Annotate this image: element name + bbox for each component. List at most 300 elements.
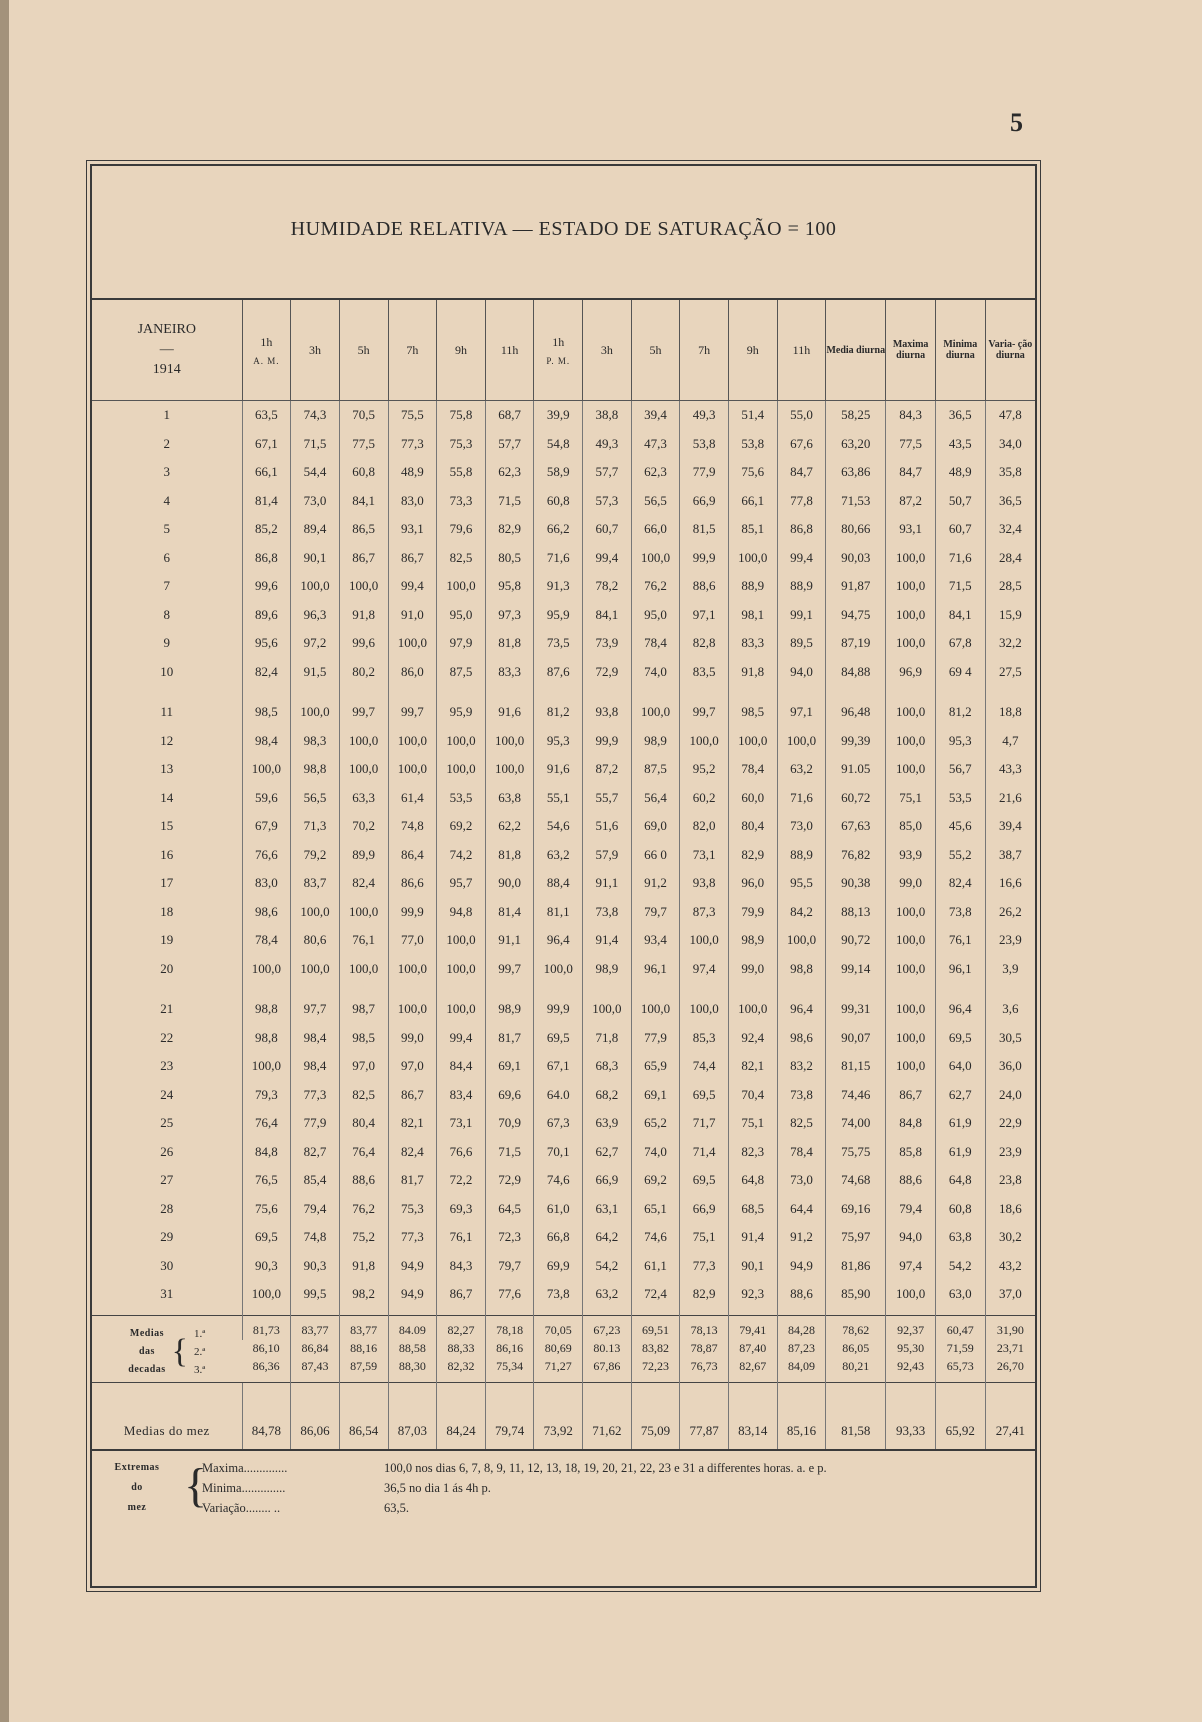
value-cell: 91,8 [339,601,388,630]
value-cell: 38,8 [583,401,632,430]
value-cell: 98,9 [485,983,534,1024]
value-cell: 100,0 [886,983,936,1024]
value-cell: 94,9 [388,1252,437,1281]
value-cell: 76,1 [339,926,388,955]
value-cell: 63,9 [583,1109,632,1138]
table-row [92,629,1035,658]
value-cell: 77,3 [388,430,437,459]
value-cell: 76,1 [935,926,985,955]
value-cell: 61,0 [534,1195,583,1224]
value-cell: 88,4 [534,869,583,898]
value-cell: 91,8 [728,658,777,687]
value-cell: 99,9 [583,727,632,756]
decade-value-cell: 78,62 [826,1315,886,1340]
value-cell: 97,0 [339,1052,388,1081]
value-cell: 23,9 [985,926,1035,955]
value-cell: 83,4 [437,1081,486,1110]
extreme-maxima-label: Maxima.............. [202,1461,288,1475]
value-cell: 98,8 [777,955,826,984]
value-cell: 66,9 [680,1195,729,1224]
decade-value-cell: 92,43 [886,1358,936,1383]
value-cell: 82,1 [388,1109,437,1138]
decade-value-cell: 92,37 [886,1315,936,1340]
value-cell: 4,7 [985,727,1035,756]
value-cell: 78,4 [631,629,680,658]
value-cell: 93,1 [388,515,437,544]
value-cell: 53,5 [935,784,985,813]
value-cell: 83,7 [291,869,340,898]
table-row [92,686,1035,727]
day-cell: 13 [160,761,174,777]
value-cell: 81,8 [485,841,534,870]
extremes-brace: { [184,1459,208,1512]
value-cell: 77,9 [631,1024,680,1053]
value-cell: 69,0 [631,812,680,841]
value-cell: 99,31 [826,983,886,1024]
value-cell: 63,2 [777,755,826,784]
value-cell: 69,5 [935,1024,985,1053]
value-cell: 21,6 [985,784,1035,813]
value-cell: 30,2 [985,1223,1035,1252]
value-cell: 80,4 [339,1109,388,1138]
value-cell: 99,7 [680,686,729,727]
value-cell: 94,8 [437,898,486,927]
value-cell: 95,9 [534,601,583,630]
hour-header: 7h [680,300,729,401]
decade-value-cell: 82,67 [728,1358,777,1383]
humidity-table [92,300,1035,1451]
month-mean-cell: 83,14 [728,1382,777,1450]
value-cell: 81,86 [826,1252,886,1281]
month-mean-cell: 71,62 [583,1382,632,1450]
value-cell: 82,0 [680,812,729,841]
value-cell: 63,5 [242,401,291,430]
value-cell: 100,0 [291,898,340,927]
value-cell: 100,0 [886,898,936,927]
value-cell: 96,4 [935,983,985,1024]
value-cell: 74,4 [680,1052,729,1081]
decade-value-cell: 69,51 [631,1315,680,1340]
value-cell: 64,4 [777,1195,826,1224]
value-cell: 91,2 [777,1223,826,1252]
value-cell: 66,2 [534,515,583,544]
value-cell: 100,0 [680,727,729,756]
decade-value-cell: 79,41 [728,1315,777,1340]
value-cell: 87,2 [583,755,632,784]
table-row [92,841,1035,870]
value-cell: 100,0 [388,727,437,756]
value-cell: 76,4 [242,1109,291,1138]
value-cell: 39,9 [534,401,583,430]
value-cell: 100,0 [388,755,437,784]
value-cell: 73,1 [680,841,729,870]
value-cell: 100,0 [388,629,437,658]
value-cell: 73,8 [534,1280,583,1315]
value-cell: 30,5 [985,1024,1035,1053]
value-cell: 72,9 [485,1166,534,1195]
value-cell: 47,3 [631,430,680,459]
table-row [92,869,1035,898]
value-cell: 97,4 [886,1252,936,1281]
month-mean-row [92,1382,1035,1450]
value-cell: 60,8 [339,458,388,487]
value-cell: 64,5 [485,1195,534,1224]
value-cell: 96,1 [935,955,985,984]
value-cell: 56,4 [631,784,680,813]
value-cell: 98,1 [728,601,777,630]
media-header: Media diurna [826,300,886,401]
value-cell: 74,8 [291,1223,340,1252]
value-cell: 83,0 [388,487,437,516]
value-cell: 80,4 [728,812,777,841]
value-cell: 100,0 [680,983,729,1024]
value-cell: 100,0 [777,727,826,756]
value-cell: 45,6 [935,812,985,841]
decade-value-cell: 78,13 [680,1315,729,1340]
table-row [92,1052,1035,1081]
value-cell: 63,86 [826,458,886,487]
value-cell: 63,2 [534,841,583,870]
value-cell: 55,0 [777,401,826,430]
value-cell: 100,0 [437,983,486,1024]
value-cell: 72,2 [437,1166,486,1195]
table-row [92,1166,1035,1195]
value-cell: 97,3 [485,601,534,630]
value-cell: 91,6 [485,686,534,727]
value-cell: 75,3 [388,1195,437,1224]
decade-value-cell: 26,70 [985,1358,1035,1383]
value-cell: 82,4 [242,658,291,687]
decade-value-cell: 75,34 [485,1358,534,1383]
pm-label: P. M. [546,355,571,366]
value-cell: 98,5 [242,686,291,727]
value-cell: 67,3 [534,1109,583,1138]
value-cell: 76,6 [242,841,291,870]
table-row [92,1195,1035,1224]
value-cell: 100,0 [886,755,936,784]
value-cell: 100,0 [886,686,936,727]
value-cell: 94,0 [886,1223,936,1252]
value-cell: 100,0 [728,983,777,1024]
value-cell: 36,0 [985,1052,1035,1081]
value-cell: 98,3 [291,727,340,756]
value-cell: 99,14 [826,955,886,984]
value-cell: 36,5 [935,401,985,430]
month-dash: — [159,342,174,357]
day-cell: 22 [160,1029,174,1045]
value-cell: 43,3 [985,755,1035,784]
value-cell: 72,3 [485,1223,534,1252]
day-cell: 18 [160,903,174,919]
value-cell: 99,5 [291,1280,340,1315]
value-cell: 63,3 [339,784,388,813]
value-cell: 98,4 [242,727,291,756]
value-cell: 100,0 [388,955,437,984]
value-cell: 89,5 [777,629,826,658]
value-cell: 69 4 [935,658,985,687]
value-cell: 100,0 [631,686,680,727]
hour-header: 5h [339,300,388,401]
value-cell: 66,1 [242,458,291,487]
value-cell: 90,07 [826,1024,886,1053]
value-cell: 99,7 [388,686,437,727]
value-cell: 100,0 [886,1280,936,1315]
value-cell: 74,68 [826,1166,886,1195]
value-cell: 63,20 [826,430,886,459]
value-cell: 82,1 [728,1052,777,1081]
extreme-variacao-label: Variação........ .. [202,1501,281,1515]
day-cell: 5 [163,521,171,537]
value-cell: 75,2 [339,1223,388,1252]
value-cell: 61,9 [935,1109,985,1138]
value-cell: 100,0 [437,727,486,756]
value-cell: 86,7 [437,1280,486,1315]
value-cell: 70,1 [534,1138,583,1167]
value-cell: 97,4 [680,955,729,984]
value-cell: 87,5 [631,755,680,784]
hour-header: 11h [485,300,534,401]
value-cell: 82,4 [388,1138,437,1167]
value-cell: 3,9 [985,955,1035,984]
table-row [92,812,1035,841]
value-cell: 99,4 [437,1024,486,1053]
value-cell: 90,1 [728,1252,777,1281]
value-cell: 91,4 [583,926,632,955]
value-cell: 100,0 [339,727,388,756]
value-cell: 76,82 [826,841,886,870]
value-cell: 90,03 [826,544,886,573]
decade-value-cell: 71,27 [534,1358,583,1383]
decade-value-cell: 86,16 [485,1340,534,1358]
value-cell: 97,0 [388,1052,437,1081]
decade-value-cell: 88,33 [437,1340,486,1358]
value-cell: 98,2 [339,1280,388,1315]
value-cell: 64,8 [935,1166,985,1195]
table-row [92,544,1035,573]
value-cell: 73,0 [291,487,340,516]
value-cell: 66,8 [534,1223,583,1252]
extremes-label: Extremas do mez [114,1462,160,1513]
value-cell: 73,0 [777,812,826,841]
value-cell: 100,0 [291,686,340,727]
value-cell: 67,8 [935,629,985,658]
decade-value-cell: 83,82 [631,1340,680,1358]
value-cell: 74,2 [437,841,486,870]
hour-header: 7h [388,300,437,401]
value-cell: 99,9 [388,898,437,927]
value-cell: 73,1 [437,1109,486,1138]
value-cell: 100,0 [886,955,936,984]
value-cell: 100,0 [437,755,486,784]
value-cell: 86,4 [388,841,437,870]
hour-header: 1h P. M. [534,300,583,401]
value-cell: 84,8 [242,1138,291,1167]
value-cell: 57,3 [583,487,632,516]
value-cell: 75,1 [680,1223,729,1252]
value-cell: 96,1 [631,955,680,984]
value-cell: 88,6 [886,1166,936,1195]
decade-value-cell: 67,86 [583,1358,632,1383]
day-cell: 1 [163,407,171,423]
value-cell: 83,0 [242,869,291,898]
value-cell: 87,2 [886,487,936,516]
value-cell: 93,1 [886,515,936,544]
day-cell: 11 [160,704,174,720]
hour-header: 5h [631,300,680,401]
day-cell: 30 [160,1257,174,1273]
value-cell: 68,7 [485,401,534,430]
value-cell: 69,1 [631,1081,680,1110]
month-mean-cell: 77,87 [680,1382,729,1450]
value-cell: 87,6 [534,658,583,687]
value-cell: 86,5 [339,515,388,544]
table-row [92,898,1035,927]
value-cell: 35,8 [985,458,1035,487]
value-cell: 91,8 [339,1252,388,1281]
value-cell: 100,0 [339,955,388,984]
value-cell: 43,5 [935,430,985,459]
value-cell: 91,1 [583,869,632,898]
value-cell: 87,5 [437,658,486,687]
value-cell: 34,0 [985,430,1035,459]
decade-value-cell: 83,77 [339,1315,388,1340]
value-cell: 80,2 [339,658,388,687]
day-cell: 14 [160,789,174,805]
day-cell: 16 [160,846,174,862]
value-cell: 82,5 [339,1081,388,1110]
value-cell: 43,2 [985,1252,1035,1281]
value-cell: 69,6 [485,1081,534,1110]
value-cell: 100,0 [680,926,729,955]
value-cell: 59,6 [242,784,291,813]
value-cell: 32,2 [985,629,1035,658]
value-cell: 94,75 [826,601,886,630]
day-cell: 29 [160,1229,174,1245]
value-cell: 100,0 [291,572,340,601]
value-cell: 100,0 [437,926,486,955]
table-row [92,458,1035,487]
decade-value-cell: 80.13 [583,1340,632,1358]
day-cell: 17 [160,875,174,891]
value-cell: 100,0 [631,983,680,1024]
value-cell: 77,3 [291,1081,340,1110]
value-cell: 92,3 [728,1280,777,1315]
value-cell: 78,4 [242,926,291,955]
value-cell: 86,8 [777,515,826,544]
decade-value-cell: 84,09 [777,1358,826,1383]
value-cell: 84,1 [583,601,632,630]
value-cell: 63,8 [485,784,534,813]
value-cell: 15,9 [985,601,1035,630]
value-cell: 100,0 [886,601,936,630]
table-row [92,1280,1035,1315]
value-cell: 100,0 [291,955,340,984]
value-cell: 71,4 [680,1138,729,1167]
value-cell: 84,3 [437,1252,486,1281]
value-cell: 86,8 [242,544,291,573]
value-cell: 69,5 [242,1223,291,1252]
value-cell: 96,4 [534,926,583,955]
value-cell: 98,4 [291,1052,340,1081]
day-cell: 12 [160,732,174,748]
decade-value-cell: 86,10 [252,1341,280,1355]
value-cell: 65,2 [631,1109,680,1138]
value-cell: 74,46 [826,1081,886,1110]
value-cell: 47,8 [985,401,1035,430]
value-cell: 91,4 [728,1223,777,1252]
value-cell: 98,6 [242,898,291,927]
month-mean-cell: 87,03 [388,1382,437,1450]
decade-value-cell: 65,73 [935,1358,985,1383]
value-cell: 69,9 [534,1252,583,1281]
value-cell: 73,5 [534,629,583,658]
value-cell: 75,75 [826,1138,886,1167]
value-cell: 64,2 [583,1223,632,1252]
decade-value-cell: 86,05 [826,1340,886,1358]
value-cell: 77,5 [339,430,388,459]
table-frame [90,164,1037,1588]
table-row [92,601,1035,630]
value-cell: 77,9 [291,1109,340,1138]
value-cell: 99,4 [583,544,632,573]
value-cell: 66,9 [583,1166,632,1195]
value-cell: 74,3 [291,401,340,430]
hour-header: 11h [777,300,826,401]
value-cell: 37,0 [985,1280,1035,1315]
value-cell: 90,38 [826,869,886,898]
value-cell: 84,7 [777,458,826,487]
value-cell: 71,6 [534,544,583,573]
value-cell: 96,0 [728,869,777,898]
value-cell: 62,3 [631,458,680,487]
value-cell: 66 0 [631,841,680,870]
value-cell: 84,8 [886,1109,936,1138]
value-cell: 97,1 [680,601,729,630]
value-cell: 99,4 [777,544,826,573]
value-cell: 71,5 [291,430,340,459]
value-cell: 91,0 [388,601,437,630]
value-cell: 95,5 [777,869,826,898]
value-cell: 79,4 [886,1195,936,1224]
month-mean-cell: 75,09 [631,1382,680,1450]
value-cell: 100,0 [339,898,388,927]
value-cell: 93,8 [680,869,729,898]
book-spine [0,0,9,1722]
value-cell: 86,7 [339,544,388,573]
month-mean-cell: 65,92 [935,1382,985,1450]
value-cell: 62,3 [485,458,534,487]
value-cell: 75,3 [437,430,486,459]
decade-value-cell: 60,47 [935,1315,985,1340]
decade-label: Medias das decadas { 1.ª 2.ª 3.ª [92,1315,242,1382]
value-cell: 94,0 [777,658,826,687]
value-cell: 85,4 [291,1166,340,1195]
value-cell: 67,6 [777,430,826,459]
value-cell: 100,0 [886,544,936,573]
day-cell: 2 [163,435,171,451]
value-cell: 65,1 [631,1195,680,1224]
decade-value-cell: 86,84 [291,1340,340,1358]
value-cell: 72,4 [631,1280,680,1315]
value-cell: 48,9 [935,458,985,487]
value-cell: 90,0 [485,869,534,898]
month-mean-cell: 79,74 [485,1382,534,1450]
value-cell: 54,6 [534,812,583,841]
value-cell: 85,1 [728,515,777,544]
value-cell: 67,63 [826,812,886,841]
value-cell: 60,72 [826,784,886,813]
decade-value-cell: 88,30 [388,1358,437,1383]
